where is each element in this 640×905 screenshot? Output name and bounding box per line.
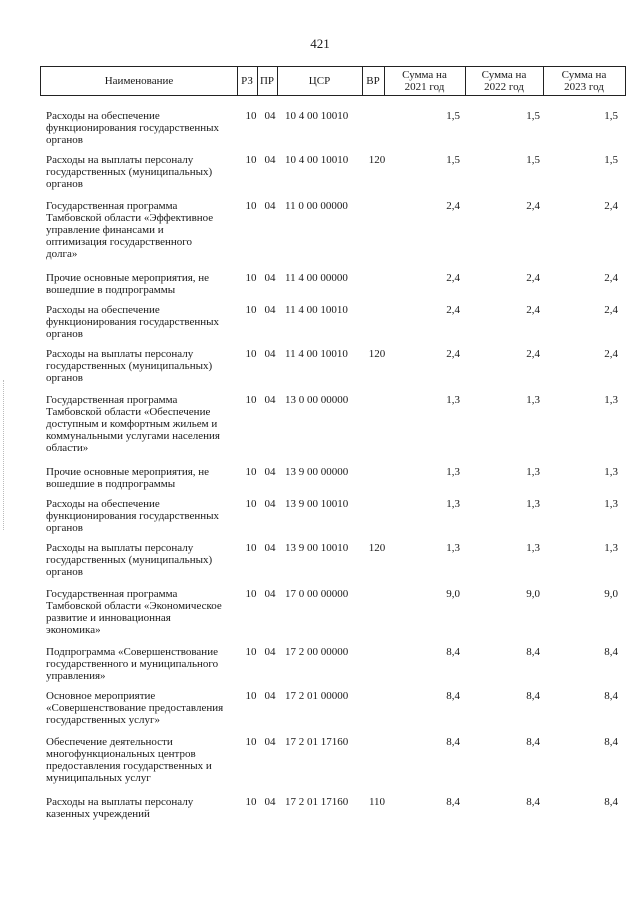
row-name-line: вошедшие в подпрограммы bbox=[46, 284, 176, 296]
header-sum-2022 bbox=[465, 67, 544, 95]
row-name-line: управления» bbox=[46, 670, 106, 682]
row-name-line: Расходы на обеспечение bbox=[46, 110, 160, 122]
row-name-line: Тамбовской области «Обеспечение bbox=[46, 406, 211, 418]
row-name-line: доступным и комфортным жильем и bbox=[46, 418, 218, 430]
row-name-line: Прочие основные мероприятия, не bbox=[46, 466, 210, 478]
row-pr: 04 bbox=[264, 498, 276, 510]
row-name-line: долга» bbox=[46, 248, 78, 260]
row-sum-2022: 1,3 bbox=[526, 466, 540, 478]
row-name-line: Основное мероприятие bbox=[46, 690, 156, 702]
row-sum-2021: 8,4 bbox=[446, 736, 460, 748]
row-sum-2022: 2,4 bbox=[526, 348, 540, 360]
row-sum-2021: 1,5 bbox=[446, 154, 460, 166]
header-sum-2021-line1: Сумма на bbox=[402, 69, 447, 81]
header-sum-2022-line2: 2022 год bbox=[484, 81, 524, 93]
row-name bbox=[46, 466, 242, 490]
row-sum-2023: 9,0 bbox=[604, 588, 618, 600]
row-name bbox=[46, 588, 242, 636]
row-sum-2023: 2,4 bbox=[604, 272, 618, 284]
row-name-line: Расходы на выплаты персоналу bbox=[46, 348, 194, 360]
row-pr: 04 bbox=[264, 272, 276, 284]
row-name-line: коммунальными услугами населения bbox=[46, 430, 220, 442]
row-sum-2021: 1,3 bbox=[446, 498, 460, 510]
row-name-line: Расходы на обеспечение bbox=[46, 498, 160, 510]
row-rz: 10 bbox=[245, 646, 257, 658]
row-name bbox=[46, 690, 242, 726]
row-sum-2023: 2,4 bbox=[604, 304, 618, 316]
row-sum-2022: 1,5 bbox=[526, 110, 540, 122]
row-sum-2022: 8,4 bbox=[526, 690, 540, 702]
header-vr: ВР bbox=[362, 67, 385, 95]
row-name-line: государственного и муниципального bbox=[46, 658, 219, 670]
scan-margin-mark bbox=[3, 380, 5, 530]
row-rz: 10 bbox=[245, 154, 257, 166]
row-sum-2021: 1,3 bbox=[446, 542, 460, 554]
row-name-line: органов bbox=[46, 566, 83, 578]
row-name-line: органов bbox=[46, 178, 83, 190]
row-pr: 04 bbox=[264, 394, 276, 406]
row-pr: 04 bbox=[264, 646, 276, 658]
row-sum-2023: 8,4 bbox=[604, 690, 618, 702]
row-name bbox=[46, 646, 242, 682]
row-name-line: оптимизация государственного bbox=[46, 236, 192, 248]
row-csr: 11 4 00 10010 bbox=[285, 348, 348, 360]
row-csr: 17 2 01 00000 bbox=[285, 690, 349, 702]
row-name-line: области» bbox=[46, 442, 89, 454]
header-sum-2023 bbox=[543, 67, 625, 95]
header-name: Наименование bbox=[41, 67, 238, 95]
row-name-line: экономика» bbox=[46, 624, 101, 636]
row-name-line: функционирования государственных bbox=[46, 122, 220, 134]
row-sum-2023: 1,3 bbox=[604, 498, 618, 510]
header-rz: РЗ bbox=[237, 67, 258, 95]
row-name-line: Подпрограмма «Совершенствование bbox=[46, 646, 218, 658]
row-sum-2022: 2,4 bbox=[526, 200, 540, 212]
row-name bbox=[46, 348, 242, 384]
row-sum-2021: 9,0 bbox=[446, 588, 460, 600]
row-rz: 10 bbox=[245, 498, 257, 510]
row-name-line: функционирования государственных bbox=[46, 510, 220, 522]
row-name bbox=[46, 394, 242, 454]
table-header bbox=[40, 66, 626, 96]
row-name-line: Расходы на выплаты персоналу bbox=[46, 154, 194, 166]
row-csr: 17 0 00 00000 bbox=[285, 588, 349, 600]
row-csr: 13 9 00 10010 bbox=[285, 498, 349, 510]
row-csr: 17 2 01 17160 bbox=[285, 736, 349, 748]
row-vr: 120 bbox=[368, 154, 386, 166]
row-csr: 11 4 00 00000 bbox=[285, 272, 348, 284]
row-rz: 10 bbox=[245, 796, 257, 808]
row-sum-2021: 8,4 bbox=[446, 796, 460, 808]
row-name-line: государственных услуг» bbox=[46, 714, 161, 726]
row-vr: 120 bbox=[368, 348, 386, 360]
row-csr: 10 4 00 10010 bbox=[285, 110, 349, 122]
row-sum-2021: 2,4 bbox=[446, 200, 460, 212]
row-name-line: Прочие основные мероприятия, не bbox=[46, 272, 210, 284]
row-name bbox=[46, 542, 242, 578]
row-csr: 17 2 00 00000 bbox=[285, 646, 349, 658]
header-csr: ЦСР bbox=[277, 67, 363, 95]
page-number: 421 bbox=[310, 36, 330, 51]
row-csr: 11 0 00 00000 bbox=[285, 200, 348, 212]
row-name bbox=[46, 110, 242, 146]
row-rz: 10 bbox=[245, 466, 257, 478]
row-name-line: государственных (муниципальных) bbox=[46, 166, 213, 178]
row-name-line: органов bbox=[46, 328, 83, 340]
row-csr: 11 4 00 10010 bbox=[285, 304, 348, 316]
row-rz: 10 bbox=[245, 200, 257, 212]
row-pr: 04 bbox=[264, 110, 276, 122]
row-name-line: развитие и инновационная bbox=[46, 612, 171, 624]
row-name-line: органов bbox=[46, 134, 83, 146]
row-rz: 10 bbox=[245, 690, 257, 702]
row-sum-2022: 8,4 bbox=[526, 646, 540, 658]
row-csr: 10 4 00 10010 bbox=[285, 154, 349, 166]
row-name bbox=[46, 200, 242, 260]
row-pr: 04 bbox=[264, 200, 276, 212]
row-pr: 04 bbox=[264, 542, 276, 554]
row-pr: 04 bbox=[264, 796, 276, 808]
row-sum-2021: 1,3 bbox=[446, 466, 460, 478]
row-csr: 13 9 00 10010 bbox=[285, 542, 349, 554]
row-rz: 10 bbox=[245, 542, 257, 554]
row-rz: 10 bbox=[245, 394, 257, 406]
row-name-line: Расходы на выплаты персоналу bbox=[46, 796, 194, 808]
row-sum-2023: 1,5 bbox=[604, 110, 618, 122]
row-rz: 10 bbox=[245, 588, 257, 600]
header-sum-2021-line2: 2021 год bbox=[404, 81, 445, 93]
row-name-line: Тамбовской области «Эффективное bbox=[46, 212, 214, 224]
row-name-line: Государственная программа bbox=[46, 200, 178, 212]
row-sum-2022: 2,4 bbox=[526, 272, 540, 284]
row-sum-2023: 8,4 bbox=[604, 736, 618, 748]
row-rz: 10 bbox=[245, 348, 257, 360]
row-pr: 04 bbox=[264, 304, 276, 316]
row-vr: 110 bbox=[368, 796, 386, 808]
row-sum-2021: 2,4 bbox=[446, 304, 460, 316]
row-sum-2023: 1,3 bbox=[604, 394, 618, 406]
header-sum-2023-line2: 2023 год bbox=[564, 81, 604, 93]
row-name-line: Государственная программа bbox=[46, 394, 178, 406]
row-name-line: государственных (муниципальных) bbox=[46, 360, 213, 372]
row-sum-2021: 8,4 bbox=[446, 646, 460, 658]
row-name-line: Расходы на обеспечение bbox=[46, 304, 160, 316]
row-name bbox=[46, 796, 242, 820]
row-name-line: функционирования государственных bbox=[46, 316, 220, 328]
header-sum-2021 bbox=[384, 67, 466, 95]
row-sum-2022: 9,0 bbox=[526, 588, 540, 600]
row-sum-2023: 2,4 bbox=[604, 348, 618, 360]
row-name-line: Тамбовской области «Экономическое bbox=[46, 600, 222, 612]
row-name-line: предоставления государственных и bbox=[46, 760, 212, 772]
row-name-line: вошедшие в подпрограммы bbox=[46, 478, 176, 490]
row-pr: 04 bbox=[264, 690, 276, 702]
row-name-line: органов bbox=[46, 522, 83, 534]
header-sum-2023-line1: Сумма на bbox=[561, 69, 607, 81]
row-csr: 17 2 01 17160 bbox=[285, 796, 349, 808]
row-csr: 13 0 00 00000 bbox=[285, 394, 349, 406]
row-sum-2022: 1,3 bbox=[526, 542, 540, 554]
row-name-line: управление финансами и bbox=[46, 224, 164, 236]
row-sum-2023: 8,4 bbox=[604, 796, 618, 808]
row-name bbox=[46, 154, 242, 190]
row-pr: 04 bbox=[264, 348, 276, 360]
row-name-line: государственных (муниципальных) bbox=[46, 554, 213, 566]
row-pr: 04 bbox=[264, 154, 276, 166]
row-sum-2023: 8,4 bbox=[604, 646, 618, 658]
row-sum-2022: 8,4 bbox=[526, 796, 540, 808]
row-sum-2022: 1,5 bbox=[526, 154, 540, 166]
row-name-line: Расходы на выплаты персоналу bbox=[46, 542, 194, 554]
row-sum-2022: 1,3 bbox=[526, 498, 540, 510]
row-sum-2021: 8,4 bbox=[446, 690, 460, 702]
row-name-line: Обеспечение деятельности bbox=[46, 736, 173, 748]
row-name-line: Государственная программа bbox=[46, 588, 178, 600]
row-sum-2023: 1,5 bbox=[604, 154, 618, 166]
row-name bbox=[46, 736, 242, 784]
row-name-line: муниципальных услуг bbox=[46, 772, 151, 784]
row-name bbox=[46, 272, 242, 296]
row-rz: 10 bbox=[245, 272, 257, 284]
row-sum-2023: 2,4 bbox=[604, 200, 618, 212]
row-pr: 04 bbox=[264, 466, 276, 478]
row-name-line: многофункциональных центров bbox=[46, 748, 196, 760]
row-sum-2021: 2,4 bbox=[446, 272, 460, 284]
row-csr: 13 9 00 00000 bbox=[285, 466, 349, 478]
row-name bbox=[46, 304, 242, 340]
row-sum-2022: 8,4 bbox=[526, 736, 540, 748]
row-pr: 04 bbox=[264, 736, 276, 748]
row-vr: 120 bbox=[368, 542, 386, 554]
row-rz: 10 bbox=[245, 110, 257, 122]
row-rz: 10 bbox=[245, 736, 257, 748]
row-pr: 04 bbox=[264, 588, 276, 600]
row-name-line: казенных учреждений bbox=[46, 808, 150, 820]
header-sum-2022-line1: Сумма на bbox=[481, 69, 527, 81]
row-name bbox=[46, 498, 242, 534]
row-sum-2021: 2,4 bbox=[446, 348, 460, 360]
row-name-line: органов bbox=[46, 372, 83, 384]
row-name-line: «Совершенствование предоставления bbox=[46, 702, 224, 714]
row-sum-2021: 1,5 bbox=[446, 110, 460, 122]
row-sum-2022: 1,3 bbox=[526, 394, 540, 406]
row-sum-2023: 1,3 bbox=[604, 466, 618, 478]
header-pr: ПР bbox=[257, 67, 278, 95]
row-sum-2021: 1,3 bbox=[446, 394, 460, 406]
row-rz: 10 bbox=[245, 304, 257, 316]
row-sum-2023: 1,3 bbox=[604, 542, 618, 554]
row-sum-2022: 2,4 bbox=[526, 304, 540, 316]
